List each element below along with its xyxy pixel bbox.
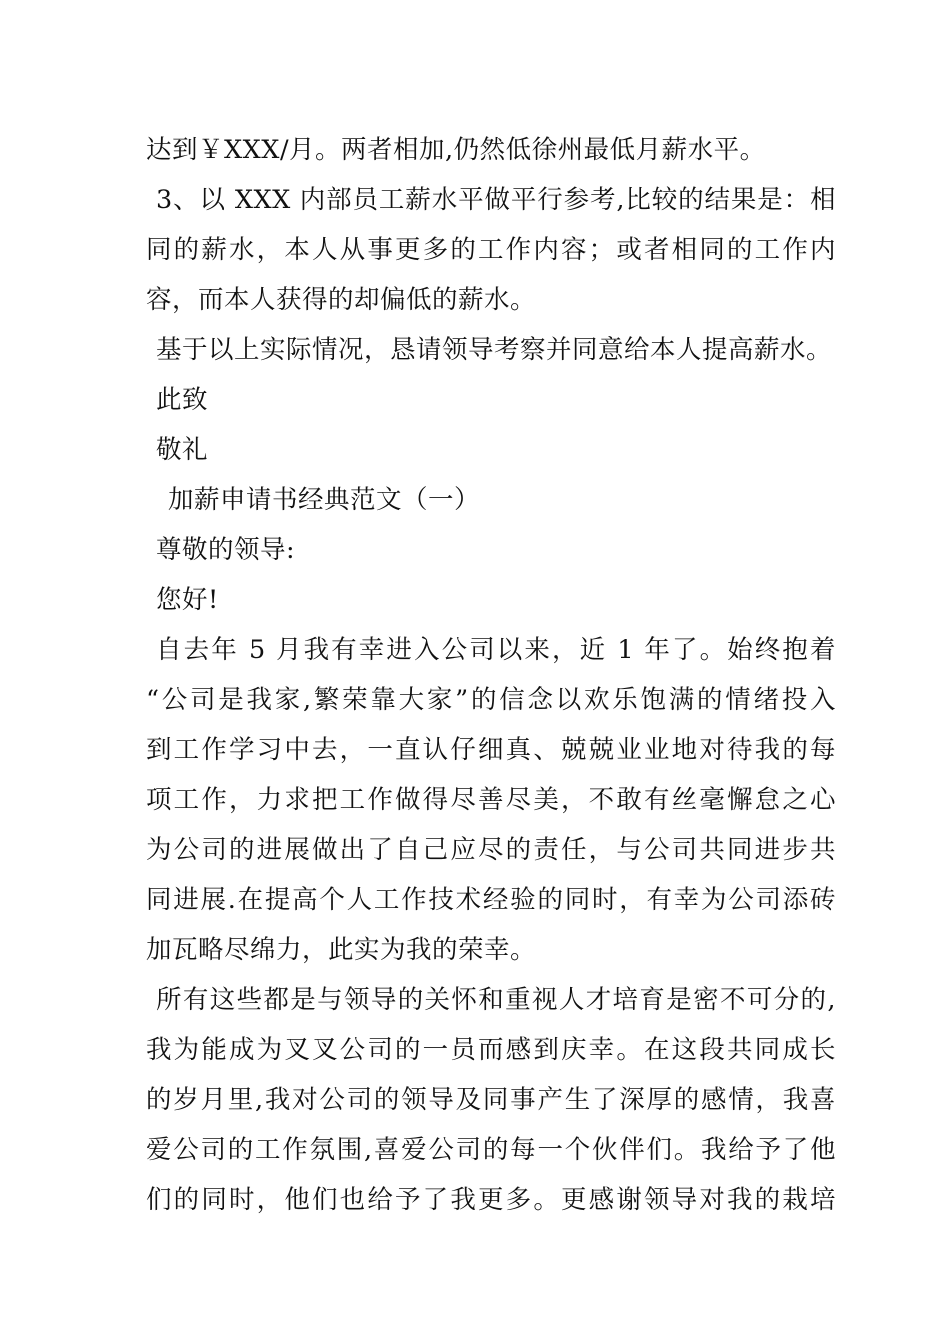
text-line: 所有这些都是与领导的关怀和重视人才培育是密不可分的,	[156, 985, 836, 1015]
text-line: 尊敬的领导:	[156, 535, 296, 565]
text-line: 您好!	[156, 585, 219, 615]
text-line: 的岁月里,我对公司的领导及同事产生了深厚的感情，我喜	[146, 1085, 836, 1115]
text-line: 敬礼	[156, 435, 209, 465]
text-line: 们的同时，他们也给予了我更多。更感谢领导对我的栽培	[146, 1185, 836, 1215]
text-line: 项工作，力求把工作做得尽善尽美，不敢有丝毫懈怠之心	[146, 785, 836, 815]
text-line: 基于以上实际情况，恳请领导考察并同意给本人提高薪水。	[156, 335, 833, 365]
text-line: 我为能成为叉叉公司的一员而感到庆幸。在这段共同成长	[146, 1035, 836, 1065]
text-line: “公司是我家,繁荣靠大家”的信念以欢乐饱满的情绪投入	[146, 685, 836, 715]
text-line: 到工作学习中去，一直认仔细真、兢兢业业地对待我的每	[146, 735, 836, 765]
text-line: 达到￥XXX/月。两者相加,仍然低徐州最低月薪水平。	[146, 135, 766, 165]
text-line: 容，而本人获得的却偏低的薪水。	[146, 285, 537, 315]
text-line: 3、以 XXX 内部员工薪水平做平行参考,比较的结果是：相	[156, 185, 836, 215]
text-line: 此致	[156, 385, 209, 415]
text-line: 自去年 5 月我有幸进入公司以来，近 1 年了。始终抱着	[156, 635, 836, 665]
document-body	[146, 125, 836, 1225]
section-title: 加薪申请书经典范文（一）	[168, 485, 481, 515]
text-line: 加瓦略尽绵力，此实为我的荣幸。	[146, 935, 537, 965]
text-line: 同的薪水，本人从事更多的工作内容；或者相同的工作内	[146, 235, 836, 265]
text-line: 为公司的进展做出了自己应尽的责任，与公司共同进步共	[146, 835, 836, 865]
text-line: 同进展.在提高个人工作技术经验的同时，有幸为公司添砖	[146, 885, 836, 915]
text-line: 爱公司的工作氛围,喜爱公司的每一个伙伴们。我给予了他	[146, 1135, 836, 1165]
